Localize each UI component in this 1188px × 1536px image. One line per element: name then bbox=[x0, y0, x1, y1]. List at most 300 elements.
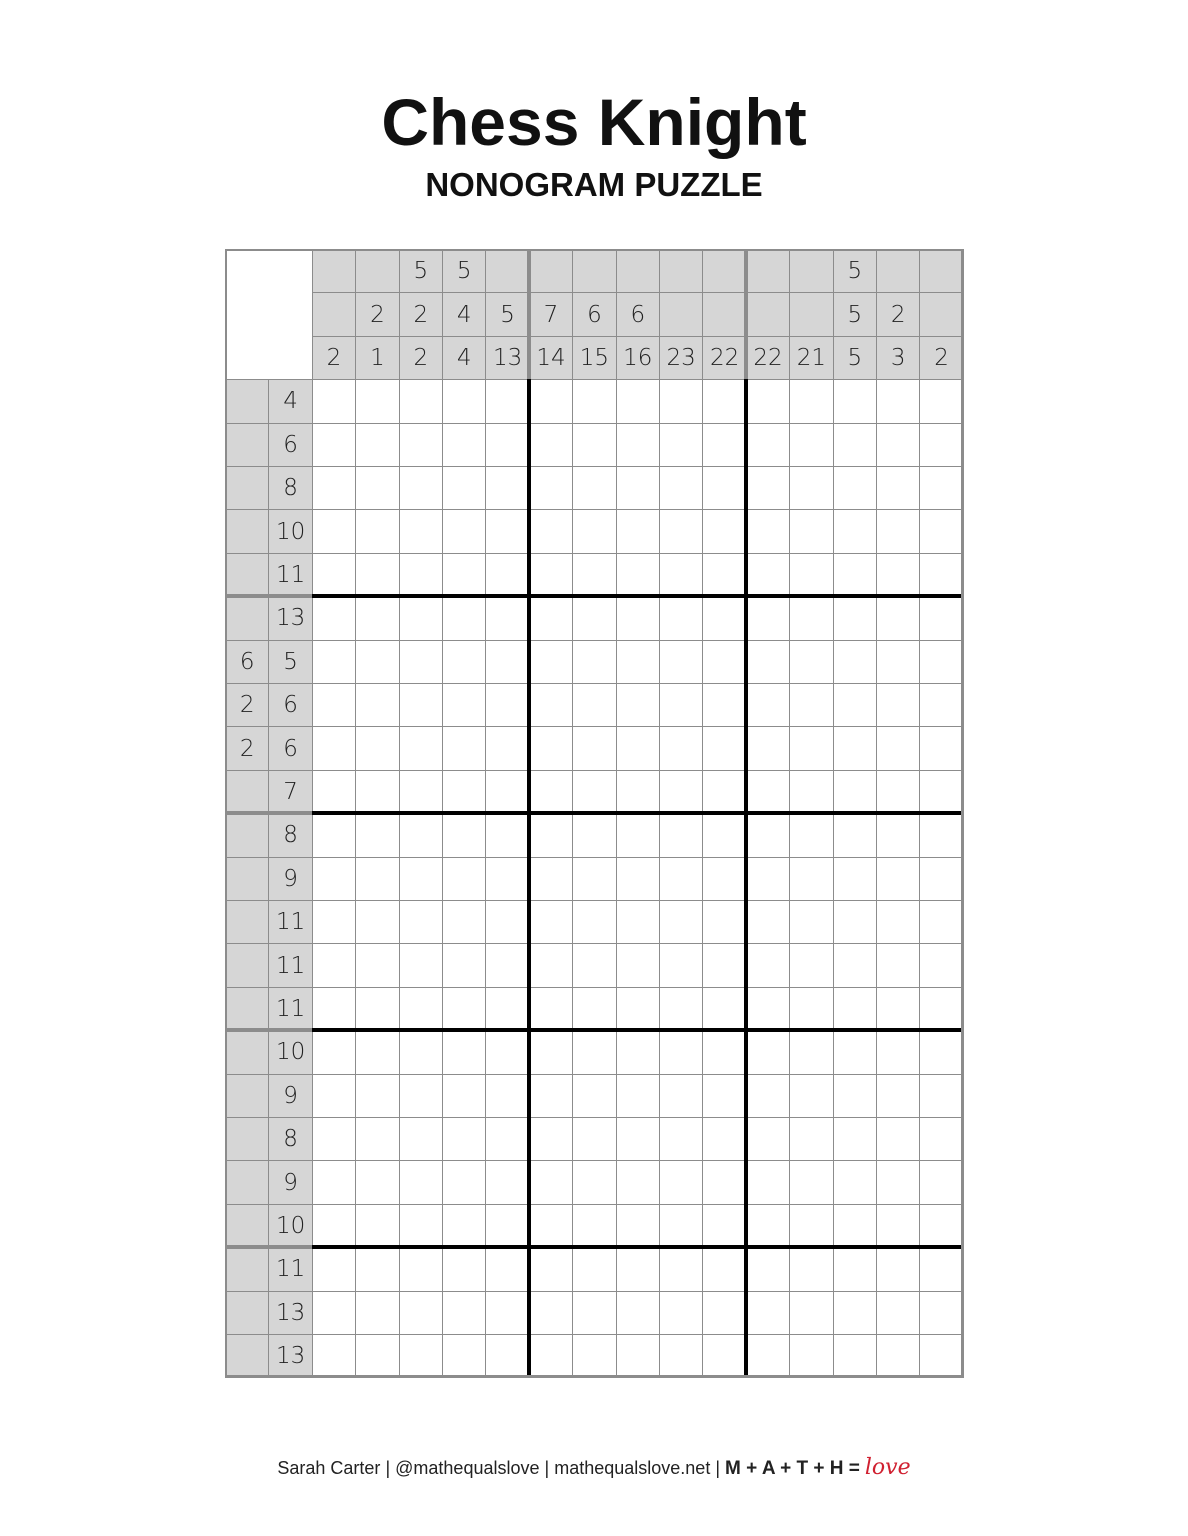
grid-cell[interactable] bbox=[746, 1160, 790, 1204]
grid-cell[interactable] bbox=[659, 553, 703, 597]
grid-cell[interactable] bbox=[355, 900, 399, 944]
grid-cell[interactable] bbox=[919, 770, 963, 814]
grid-cell[interactable] bbox=[746, 726, 790, 770]
grid-cell[interactable] bbox=[746, 640, 790, 684]
grid-cell[interactable] bbox=[572, 770, 616, 814]
grid-cell[interactable] bbox=[789, 987, 833, 1031]
grid-cell[interactable] bbox=[616, 640, 660, 684]
grid-cell[interactable] bbox=[485, 770, 529, 814]
grid-cell[interactable] bbox=[789, 770, 833, 814]
grid-cell[interactable] bbox=[789, 423, 833, 467]
grid-cell[interactable] bbox=[442, 1030, 486, 1074]
grid-cell[interactable] bbox=[442, 466, 486, 510]
grid-cell[interactable] bbox=[616, 683, 660, 727]
grid-cell[interactable] bbox=[702, 987, 746, 1031]
grid-cell[interactable] bbox=[919, 640, 963, 684]
grid-cell[interactable] bbox=[312, 1160, 356, 1204]
grid-cell[interactable] bbox=[399, 1334, 443, 1378]
grid-cell[interactable] bbox=[659, 640, 703, 684]
grid-cell[interactable] bbox=[876, 1247, 920, 1291]
grid-cell[interactable] bbox=[919, 1204, 963, 1248]
grid-cell[interactable] bbox=[833, 987, 877, 1031]
grid-cell[interactable] bbox=[746, 1334, 790, 1378]
grid-cell[interactable] bbox=[659, 1334, 703, 1378]
grid-cell[interactable] bbox=[659, 683, 703, 727]
grid-cell[interactable] bbox=[659, 379, 703, 423]
grid-cell[interactable] bbox=[529, 596, 573, 640]
grid-cell[interactable] bbox=[919, 813, 963, 857]
grid-cell[interactable] bbox=[659, 509, 703, 553]
grid-cell[interactable] bbox=[355, 1074, 399, 1118]
grid-cell[interactable] bbox=[529, 813, 573, 857]
grid-cell[interactable] bbox=[485, 596, 529, 640]
grid-cell[interactable] bbox=[919, 900, 963, 944]
grid-cell[interactable] bbox=[485, 553, 529, 597]
grid-cell[interactable] bbox=[485, 857, 529, 901]
grid-cell[interactable] bbox=[442, 1160, 486, 1204]
grid-cell[interactable] bbox=[572, 1030, 616, 1074]
grid-cell[interactable] bbox=[876, 1074, 920, 1118]
grid-cell[interactable] bbox=[746, 1074, 790, 1118]
grid-cell[interactable] bbox=[919, 1160, 963, 1204]
grid-cell[interactable] bbox=[833, 1160, 877, 1204]
grid-cell[interactable] bbox=[312, 423, 356, 467]
grid-cell[interactable] bbox=[659, 1291, 703, 1335]
grid-cell[interactable] bbox=[919, 726, 963, 770]
grid-cell[interactable] bbox=[746, 900, 790, 944]
grid-cell[interactable] bbox=[572, 1291, 616, 1335]
grid-cell[interactable] bbox=[485, 813, 529, 857]
grid-cell[interactable] bbox=[876, 770, 920, 814]
grid-cell[interactable] bbox=[746, 1204, 790, 1248]
grid-cell[interactable] bbox=[312, 683, 356, 727]
grid-cell[interactable] bbox=[399, 857, 443, 901]
grid-cell[interactable] bbox=[399, 640, 443, 684]
grid-cell[interactable] bbox=[312, 596, 356, 640]
grid-cell[interactable] bbox=[876, 943, 920, 987]
grid-cell[interactable] bbox=[876, 423, 920, 467]
grid-cell[interactable] bbox=[746, 857, 790, 901]
grid-cell[interactable] bbox=[789, 1117, 833, 1161]
grid-cell[interactable] bbox=[702, 726, 746, 770]
grid-cell[interactable] bbox=[312, 813, 356, 857]
grid-cell[interactable] bbox=[616, 553, 660, 597]
grid-cell[interactable] bbox=[572, 900, 616, 944]
grid-cell[interactable] bbox=[789, 1334, 833, 1378]
grid-cell[interactable] bbox=[529, 1160, 573, 1204]
grid-cell[interactable] bbox=[442, 509, 486, 553]
grid-cell[interactable] bbox=[355, 553, 399, 597]
grid-cell[interactable] bbox=[833, 857, 877, 901]
grid-cell[interactable] bbox=[746, 509, 790, 553]
grid-cell[interactable] bbox=[572, 857, 616, 901]
grid-cell[interactable] bbox=[355, 379, 399, 423]
grid-cell[interactable] bbox=[616, 379, 660, 423]
grid-cell[interactable] bbox=[529, 1117, 573, 1161]
grid-cell[interactable] bbox=[833, 1117, 877, 1161]
grid-cell[interactable] bbox=[355, 1334, 399, 1378]
grid-cell[interactable] bbox=[572, 640, 616, 684]
grid-cell[interactable] bbox=[616, 1160, 660, 1204]
grid-cell[interactable] bbox=[399, 509, 443, 553]
grid-cell[interactable] bbox=[529, 857, 573, 901]
grid-cell[interactable] bbox=[485, 726, 529, 770]
grid-cell[interactable] bbox=[919, 1334, 963, 1378]
grid-cell[interactable] bbox=[833, 596, 877, 640]
grid-cell[interactable] bbox=[616, 1291, 660, 1335]
grid-cell[interactable] bbox=[919, 987, 963, 1031]
grid-cell[interactable] bbox=[399, 553, 443, 597]
grid-cell[interactable] bbox=[399, 1030, 443, 1074]
grid-cell[interactable] bbox=[312, 1247, 356, 1291]
grid-cell[interactable] bbox=[659, 857, 703, 901]
grid-cell[interactable] bbox=[312, 1117, 356, 1161]
grid-cell[interactable] bbox=[572, 726, 616, 770]
grid-cell[interactable] bbox=[529, 900, 573, 944]
grid-cell[interactable] bbox=[312, 553, 356, 597]
grid-cell[interactable] bbox=[399, 813, 443, 857]
grid-cell[interactable] bbox=[659, 987, 703, 1031]
grid-cell[interactable] bbox=[919, 423, 963, 467]
grid-cell[interactable] bbox=[659, 1204, 703, 1248]
grid-cell[interactable] bbox=[789, 1030, 833, 1074]
grid-cell[interactable] bbox=[919, 683, 963, 727]
grid-cell[interactable] bbox=[919, 466, 963, 510]
grid-cell[interactable] bbox=[919, 379, 963, 423]
grid-cell[interactable] bbox=[876, 1160, 920, 1204]
grid-cell[interactable] bbox=[876, 640, 920, 684]
grid-cell[interactable] bbox=[312, 1291, 356, 1335]
grid-cell[interactable] bbox=[399, 726, 443, 770]
grid-cell[interactable] bbox=[659, 900, 703, 944]
grid-cell[interactable] bbox=[485, 1117, 529, 1161]
grid-cell[interactable] bbox=[702, 770, 746, 814]
grid-cell[interactable] bbox=[399, 1117, 443, 1161]
grid-cell[interactable] bbox=[833, 1291, 877, 1335]
grid-cell[interactable] bbox=[876, 509, 920, 553]
grid-cell[interactable] bbox=[746, 1117, 790, 1161]
grid-cell[interactable] bbox=[659, 770, 703, 814]
grid-cell[interactable] bbox=[399, 943, 443, 987]
grid-cell[interactable] bbox=[572, 1247, 616, 1291]
grid-cell[interactable] bbox=[572, 423, 616, 467]
grid-cell[interactable] bbox=[702, 1117, 746, 1161]
grid-cell[interactable] bbox=[702, 466, 746, 510]
grid-cell[interactable] bbox=[659, 1030, 703, 1074]
grid-cell[interactable] bbox=[789, 726, 833, 770]
grid-cell[interactable] bbox=[442, 770, 486, 814]
grid-cell[interactable] bbox=[529, 1334, 573, 1378]
grid-cell[interactable] bbox=[399, 1074, 443, 1118]
grid-cell[interactable] bbox=[616, 987, 660, 1031]
grid-cell[interactable] bbox=[746, 770, 790, 814]
grid-cell[interactable] bbox=[529, 1291, 573, 1335]
grid-cell[interactable] bbox=[312, 379, 356, 423]
grid-cell[interactable] bbox=[485, 423, 529, 467]
grid-cell[interactable] bbox=[919, 553, 963, 597]
grid-cell[interactable] bbox=[442, 857, 486, 901]
grid-cell[interactable] bbox=[355, 683, 399, 727]
grid-cell[interactable] bbox=[312, 770, 356, 814]
grid-cell[interactable] bbox=[355, 423, 399, 467]
grid-cell[interactable] bbox=[485, 1334, 529, 1378]
grid-cell[interactable] bbox=[399, 1204, 443, 1248]
grid-cell[interactable] bbox=[572, 596, 616, 640]
grid-cell[interactable] bbox=[702, 596, 746, 640]
grid-cell[interactable] bbox=[399, 423, 443, 467]
grid-cell[interactable] bbox=[876, 1291, 920, 1335]
grid-cell[interactable] bbox=[312, 987, 356, 1031]
grid-cell[interactable] bbox=[702, 943, 746, 987]
grid-cell[interactable] bbox=[746, 683, 790, 727]
grid-cell[interactable] bbox=[919, 1074, 963, 1118]
grid-cell[interactable] bbox=[529, 770, 573, 814]
grid-cell[interactable] bbox=[399, 1291, 443, 1335]
grid-cell[interactable] bbox=[442, 813, 486, 857]
grid-cell[interactable] bbox=[616, 1204, 660, 1248]
grid-cell[interactable] bbox=[746, 379, 790, 423]
grid-cell[interactable] bbox=[312, 943, 356, 987]
grid-cell[interactable] bbox=[355, 987, 399, 1031]
grid-cell[interactable] bbox=[702, 423, 746, 467]
grid-cell[interactable] bbox=[572, 466, 616, 510]
grid-cell[interactable] bbox=[355, 857, 399, 901]
grid-cell[interactable] bbox=[442, 553, 486, 597]
grid-cell[interactable] bbox=[485, 509, 529, 553]
grid-cell[interactable] bbox=[485, 1204, 529, 1248]
grid-cell[interactable] bbox=[529, 553, 573, 597]
grid-cell[interactable] bbox=[442, 943, 486, 987]
grid-cell[interactable] bbox=[789, 1291, 833, 1335]
grid-cell[interactable] bbox=[529, 943, 573, 987]
grid-cell[interactable] bbox=[919, 1247, 963, 1291]
grid-cell[interactable] bbox=[355, 943, 399, 987]
grid-cell[interactable] bbox=[833, 1204, 877, 1248]
grid-cell[interactable] bbox=[572, 987, 616, 1031]
grid-cell[interactable] bbox=[789, 596, 833, 640]
grid-cell[interactable] bbox=[399, 683, 443, 727]
grid-cell[interactable] bbox=[616, 1030, 660, 1074]
grid-cell[interactable] bbox=[529, 726, 573, 770]
grid-cell[interactable] bbox=[702, 900, 746, 944]
grid-cell[interactable] bbox=[355, 1291, 399, 1335]
grid-cell[interactable] bbox=[702, 1291, 746, 1335]
grid-cell[interactable] bbox=[572, 1334, 616, 1378]
grid-cell[interactable] bbox=[659, 1160, 703, 1204]
grid-cell[interactable] bbox=[399, 596, 443, 640]
grid-cell[interactable] bbox=[442, 726, 486, 770]
grid-cell[interactable] bbox=[442, 987, 486, 1031]
grid-cell[interactable] bbox=[833, 640, 877, 684]
grid-cell[interactable] bbox=[702, 1160, 746, 1204]
grid-cell[interactable] bbox=[399, 987, 443, 1031]
grid-cell[interactable] bbox=[442, 1204, 486, 1248]
grid-cell[interactable] bbox=[919, 857, 963, 901]
grid-cell[interactable] bbox=[616, 1334, 660, 1378]
grid-cell[interactable] bbox=[616, 726, 660, 770]
grid-cell[interactable] bbox=[485, 640, 529, 684]
grid-cell[interactable] bbox=[702, 1030, 746, 1074]
grid-cell[interactable] bbox=[355, 1030, 399, 1074]
grid-cell[interactable] bbox=[442, 1291, 486, 1335]
grid-cell[interactable] bbox=[616, 943, 660, 987]
grid-cell[interactable] bbox=[789, 466, 833, 510]
grid-cell[interactable] bbox=[702, 683, 746, 727]
grid-cell[interactable] bbox=[572, 813, 616, 857]
grid-cell[interactable] bbox=[746, 1030, 790, 1074]
grid-cell[interactable] bbox=[833, 900, 877, 944]
grid-cell[interactable] bbox=[746, 596, 790, 640]
grid-cell[interactable] bbox=[876, 813, 920, 857]
grid-cell[interactable] bbox=[442, 379, 486, 423]
grid-cell[interactable] bbox=[355, 726, 399, 770]
grid-cell[interactable] bbox=[616, 466, 660, 510]
grid-cell[interactable] bbox=[485, 900, 529, 944]
grid-cell[interactable] bbox=[919, 1291, 963, 1335]
grid-cell[interactable] bbox=[399, 900, 443, 944]
grid-cell[interactable] bbox=[529, 683, 573, 727]
grid-cell[interactable] bbox=[616, 1117, 660, 1161]
grid-cell[interactable] bbox=[312, 1074, 356, 1118]
grid-cell[interactable] bbox=[833, 770, 877, 814]
grid-cell[interactable] bbox=[746, 1291, 790, 1335]
grid-cell[interactable] bbox=[659, 943, 703, 987]
grid-cell[interactable] bbox=[355, 1117, 399, 1161]
grid-cell[interactable] bbox=[529, 1247, 573, 1291]
grid-cell[interactable] bbox=[876, 857, 920, 901]
grid-cell[interactable] bbox=[789, 553, 833, 597]
grid-cell[interactable] bbox=[789, 857, 833, 901]
grid-cell[interactable] bbox=[833, 1030, 877, 1074]
grid-cell[interactable] bbox=[876, 553, 920, 597]
grid-cell[interactable] bbox=[833, 813, 877, 857]
grid-cell[interactable] bbox=[399, 379, 443, 423]
grid-cell[interactable] bbox=[616, 509, 660, 553]
grid-cell[interactable] bbox=[919, 509, 963, 553]
grid-cell[interactable] bbox=[312, 1334, 356, 1378]
grid-cell[interactable] bbox=[746, 553, 790, 597]
grid-cell[interactable] bbox=[789, 1160, 833, 1204]
grid-cell[interactable] bbox=[789, 379, 833, 423]
grid-cell[interactable] bbox=[616, 857, 660, 901]
grid-cell[interactable] bbox=[702, 509, 746, 553]
grid-cell[interactable] bbox=[833, 943, 877, 987]
grid-cell[interactable] bbox=[659, 726, 703, 770]
grid-cell[interactable] bbox=[876, 987, 920, 1031]
grid-cell[interactable] bbox=[789, 813, 833, 857]
grid-cell[interactable] bbox=[485, 466, 529, 510]
grid-cell[interactable] bbox=[659, 596, 703, 640]
grid-cell[interactable] bbox=[312, 857, 356, 901]
grid-cell[interactable] bbox=[789, 943, 833, 987]
grid-cell[interactable] bbox=[355, 596, 399, 640]
grid-cell[interactable] bbox=[659, 1074, 703, 1118]
grid-cell[interactable] bbox=[746, 1247, 790, 1291]
grid-cell[interactable] bbox=[312, 1030, 356, 1074]
grid-cell[interactable] bbox=[659, 1117, 703, 1161]
grid-cell[interactable] bbox=[616, 423, 660, 467]
grid-cell[interactable] bbox=[616, 813, 660, 857]
grid-cell[interactable] bbox=[572, 509, 616, 553]
grid-cell[interactable] bbox=[442, 640, 486, 684]
grid-cell[interactable] bbox=[876, 900, 920, 944]
grid-cell[interactable] bbox=[702, 1204, 746, 1248]
grid-cell[interactable] bbox=[572, 943, 616, 987]
grid-cell[interactable] bbox=[485, 943, 529, 987]
grid-cell[interactable] bbox=[789, 1247, 833, 1291]
grid-cell[interactable] bbox=[616, 596, 660, 640]
grid-cell[interactable] bbox=[485, 1247, 529, 1291]
grid-cell[interactable] bbox=[702, 1247, 746, 1291]
grid-cell[interactable] bbox=[442, 1247, 486, 1291]
grid-cell[interactable] bbox=[572, 1074, 616, 1118]
grid-cell[interactable] bbox=[833, 683, 877, 727]
grid-cell[interactable] bbox=[529, 423, 573, 467]
grid-cell[interactable] bbox=[529, 1204, 573, 1248]
grid-cell[interactable] bbox=[702, 553, 746, 597]
grid-cell[interactable] bbox=[702, 379, 746, 423]
grid-cell[interactable] bbox=[312, 1204, 356, 1248]
grid-cell[interactable] bbox=[442, 1334, 486, 1378]
grid-cell[interactable] bbox=[876, 726, 920, 770]
grid-cell[interactable] bbox=[529, 1030, 573, 1074]
grid-cell[interactable] bbox=[876, 466, 920, 510]
grid-cell[interactable] bbox=[616, 1247, 660, 1291]
grid-cell[interactable] bbox=[572, 379, 616, 423]
grid-cell[interactable] bbox=[833, 553, 877, 597]
grid-cell[interactable] bbox=[833, 1074, 877, 1118]
grid-cell[interactable] bbox=[355, 509, 399, 553]
grid-cell[interactable] bbox=[746, 813, 790, 857]
grid-cell[interactable] bbox=[789, 900, 833, 944]
grid-cell[interactable] bbox=[876, 1117, 920, 1161]
grid-cell[interactable] bbox=[659, 813, 703, 857]
grid-cell[interactable] bbox=[789, 683, 833, 727]
grid-cell[interactable] bbox=[746, 987, 790, 1031]
grid-cell[interactable] bbox=[355, 1160, 399, 1204]
grid-cell[interactable] bbox=[529, 466, 573, 510]
grid-cell[interactable] bbox=[833, 726, 877, 770]
grid-cell[interactable] bbox=[572, 1204, 616, 1248]
grid-cell[interactable] bbox=[442, 900, 486, 944]
grid-cell[interactable] bbox=[876, 683, 920, 727]
grid-cell[interactable] bbox=[659, 466, 703, 510]
grid-cell[interactable] bbox=[485, 1160, 529, 1204]
grid-cell[interactable] bbox=[442, 423, 486, 467]
grid-cell[interactable] bbox=[919, 1117, 963, 1161]
grid-cell[interactable] bbox=[876, 1334, 920, 1378]
grid-cell[interactable] bbox=[355, 466, 399, 510]
grid-cell[interactable] bbox=[746, 943, 790, 987]
grid-cell[interactable] bbox=[616, 900, 660, 944]
grid-cell[interactable] bbox=[485, 1030, 529, 1074]
grid-cell[interactable] bbox=[746, 466, 790, 510]
grid-cell[interactable] bbox=[442, 1117, 486, 1161]
grid-cell[interactable] bbox=[355, 1204, 399, 1248]
grid-cell[interactable] bbox=[616, 1074, 660, 1118]
grid-cell[interactable] bbox=[529, 987, 573, 1031]
grid-cell[interactable] bbox=[399, 1247, 443, 1291]
grid-cell[interactable] bbox=[919, 1030, 963, 1074]
grid-cell[interactable] bbox=[312, 900, 356, 944]
grid-cell[interactable] bbox=[529, 640, 573, 684]
grid-cell[interactable] bbox=[876, 596, 920, 640]
grid-cell[interactable] bbox=[833, 466, 877, 510]
grid-cell[interactable] bbox=[616, 770, 660, 814]
grid-cell[interactable] bbox=[355, 640, 399, 684]
grid-cell[interactable] bbox=[399, 770, 443, 814]
grid-cell[interactable] bbox=[876, 1204, 920, 1248]
